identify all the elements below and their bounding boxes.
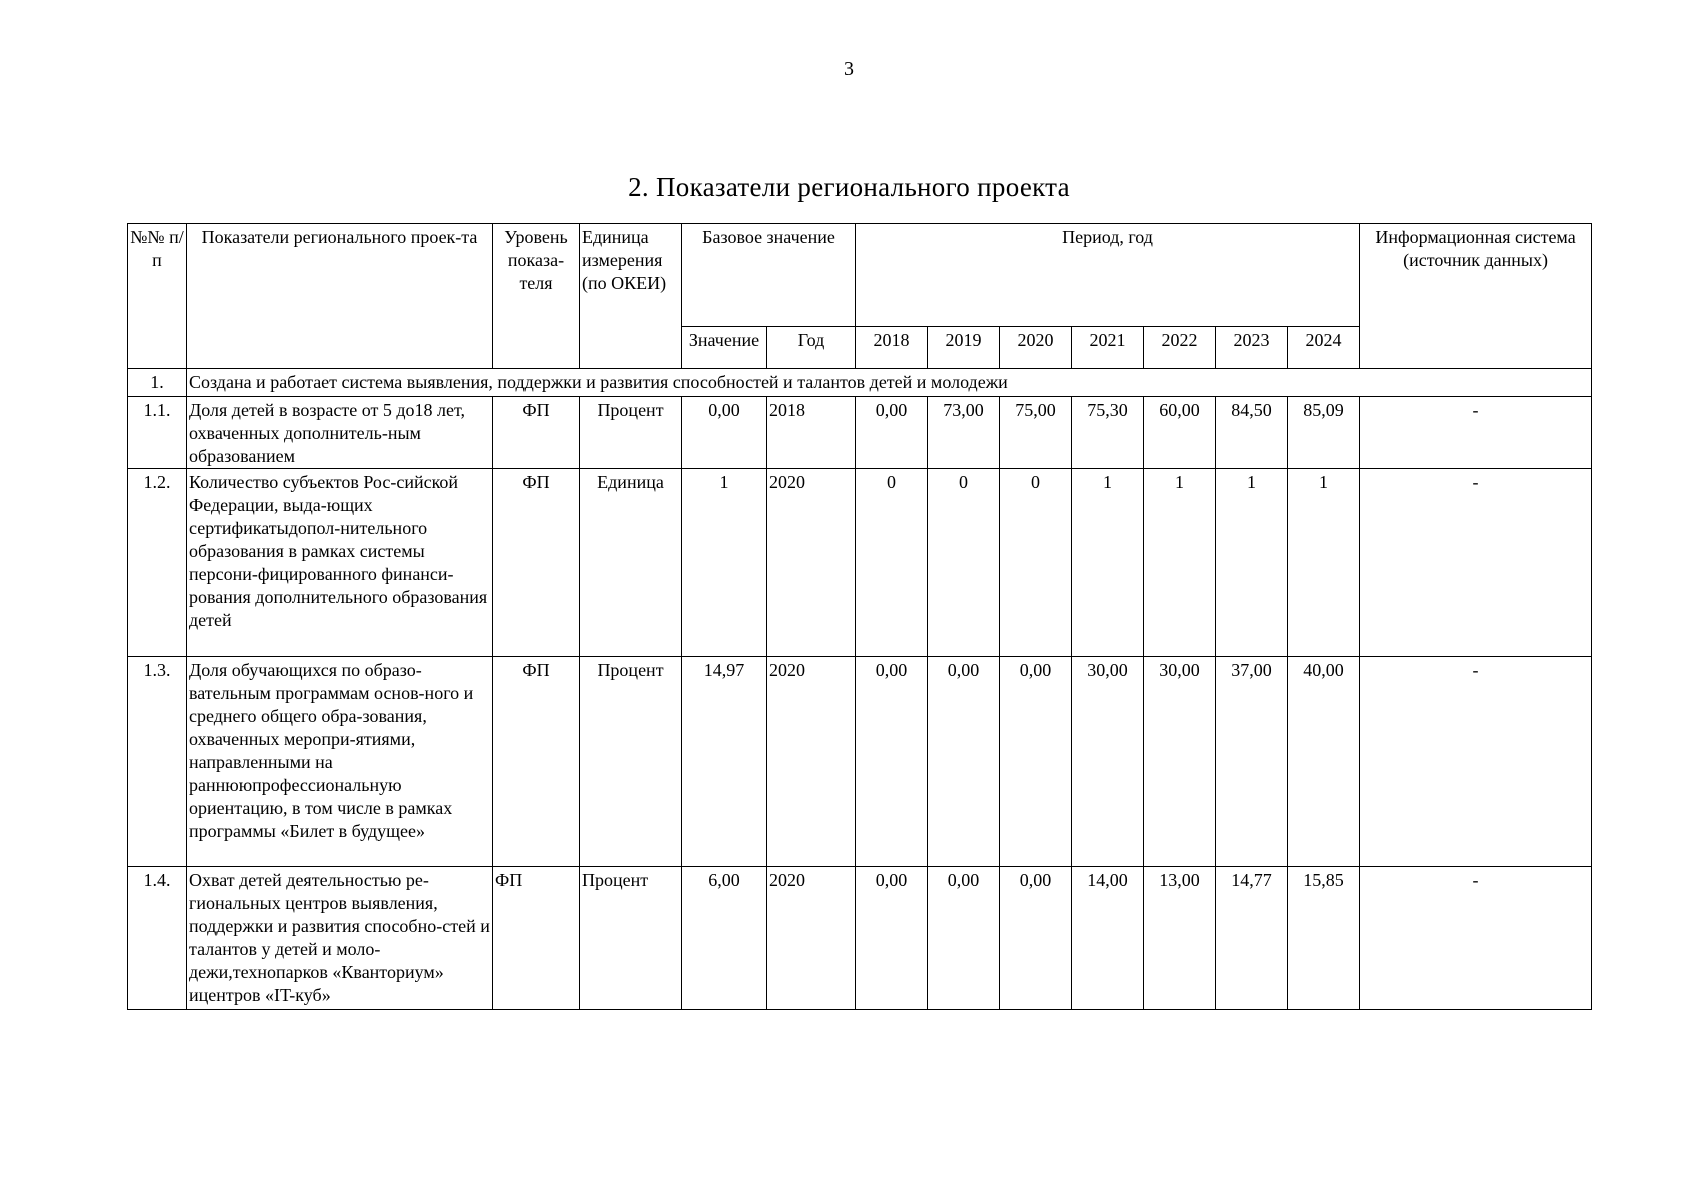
row-value-2022: 1: [1144, 469, 1216, 657]
row-level: ФП: [493, 657, 580, 867]
row-value-2022: 13,00: [1144, 867, 1216, 1010]
header-year: 2022: [1144, 327, 1216, 369]
row-source: -: [1360, 657, 1592, 867]
row-level: ФП: [493, 469, 580, 657]
row-indicator: Доля детей в возрасте от 5 до18 лет, охваченных дополнитель-ным образованием: [187, 397, 493, 469]
header-base-year: Год: [767, 327, 856, 369]
row-value-2021: 1: [1072, 469, 1144, 657]
row-value-2020: 0: [1000, 469, 1072, 657]
row-base-value: 14,97: [682, 657, 767, 867]
header-year: 2024: [1288, 327, 1360, 369]
row-value-2023: 1: [1216, 469, 1288, 657]
row-value-2018: 0: [856, 469, 928, 657]
header-indicator: Показатели регионального проек-та: [187, 224, 493, 369]
header-year: 2018: [856, 327, 928, 369]
row-value-2022: 30,00: [1144, 657, 1216, 867]
header-year: 2021: [1072, 327, 1144, 369]
row-base-year: 2020: [767, 657, 856, 867]
section-num: 1.: [128, 369, 187, 397]
indicators-table: [127, 223, 1592, 1010]
row-num: 1.4.: [128, 867, 187, 1010]
row-value-2022: 60,00: [1144, 397, 1216, 469]
section-text: Создана и работает система выявления, поддержки и развития способностей и талантов детей и молодежи: [187, 369, 1592, 397]
header-level: Уровень показа-теля: [493, 224, 580, 369]
row-base-year: 2020: [767, 469, 856, 657]
row-value-2019: 0: [928, 469, 1000, 657]
table-row: [128, 397, 1592, 469]
row-indicator: Доля обучающихся по образо-вательным программам основ-ного и среднего общего обра-зования, охваченных меропри-ятиями, направленными на раннююпрофессиональную ориентацию, в том числе в рамках программы «Билет в будущее»: [187, 657, 493, 867]
row-value-2020: 0,00: [1000, 657, 1072, 867]
section-row: [128, 369, 1592, 397]
row-value-2024: 85,09: [1288, 397, 1360, 469]
row-indicator: Охват детей деятельностью ре-гиональных центров выявления, поддержки и развития способно-стей и талантов у детей и моло-дежи,технопарков «Кванториум» ицентров «IT-куб»: [187, 867, 493, 1010]
header-year: 2023: [1216, 327, 1288, 369]
row-value-2020: 75,00: [1000, 397, 1072, 469]
row-level: ФП: [493, 397, 580, 469]
row-value-2024: 15,85: [1288, 867, 1360, 1010]
row-num: 1.3.: [128, 657, 187, 867]
header-year: 2019: [928, 327, 1000, 369]
row-value-2021: 30,00: [1072, 657, 1144, 867]
row-value-2018: 0,00: [856, 657, 928, 867]
row-source: -: [1360, 867, 1592, 1010]
row-base-year: 2018: [767, 397, 856, 469]
row-value-2018: 0,00: [856, 397, 928, 469]
row-value-2023: 14,77: [1216, 867, 1288, 1010]
row-value-2023: 37,00: [1216, 657, 1288, 867]
table-row: [128, 867, 1592, 1010]
row-unit: Процент: [580, 397, 682, 469]
table-row: [128, 657, 1592, 867]
table-row: [128, 469, 1592, 657]
row-base-year: 2020: [767, 867, 856, 1010]
row-value-2020: 0,00: [1000, 867, 1072, 1010]
row-value-2024: 40,00: [1288, 657, 1360, 867]
row-unit: Процент: [580, 657, 682, 867]
header-base-value: Значение: [682, 327, 767, 369]
page-number: 3: [844, 58, 854, 80]
row-unit: Процент: [580, 867, 682, 1010]
row-level: ФП: [493, 867, 580, 1010]
header-year: 2020: [1000, 327, 1072, 369]
header-unit: Единица измерения (по ОКЕИ): [580, 224, 682, 369]
header-num: №№ п/п: [128, 224, 187, 369]
row-base-value: 0,00: [682, 397, 767, 469]
row-unit: Единица: [580, 469, 682, 657]
header-period: Период, год: [856, 224, 1360, 327]
row-value-2019: 73,00: [928, 397, 1000, 469]
header-row-main: [128, 224, 1592, 327]
row-base-value: 6,00: [682, 867, 767, 1010]
header-info-system: Информационная система (источник данных): [1360, 224, 1592, 369]
row-value-2021: 75,30: [1072, 397, 1144, 469]
row-base-value: 1: [682, 469, 767, 657]
row-source: -: [1360, 469, 1592, 657]
row-source: -: [1360, 397, 1592, 469]
row-num: 1.2.: [128, 469, 187, 657]
row-indicator: Количество субъектов Рос-сийской Федерации, выда-ющих сертификатыдопол-нительного образования в рамках системы персони-фицированного финанси-рования дополнительного образования детей: [187, 469, 493, 657]
row-num: 1.1.: [128, 397, 187, 469]
row-value-2024: 1: [1288, 469, 1360, 657]
row-value-2019: 0,00: [928, 657, 1000, 867]
page-title: 2. Показатели регионального проекта: [628, 172, 1070, 202]
row-value-2021: 14,00: [1072, 867, 1144, 1010]
header-base: Базовое значение: [682, 224, 856, 327]
row-value-2019: 0,00: [928, 867, 1000, 1010]
row-value-2018: 0,00: [856, 867, 928, 1010]
row-value-2023: 84,50: [1216, 397, 1288, 469]
